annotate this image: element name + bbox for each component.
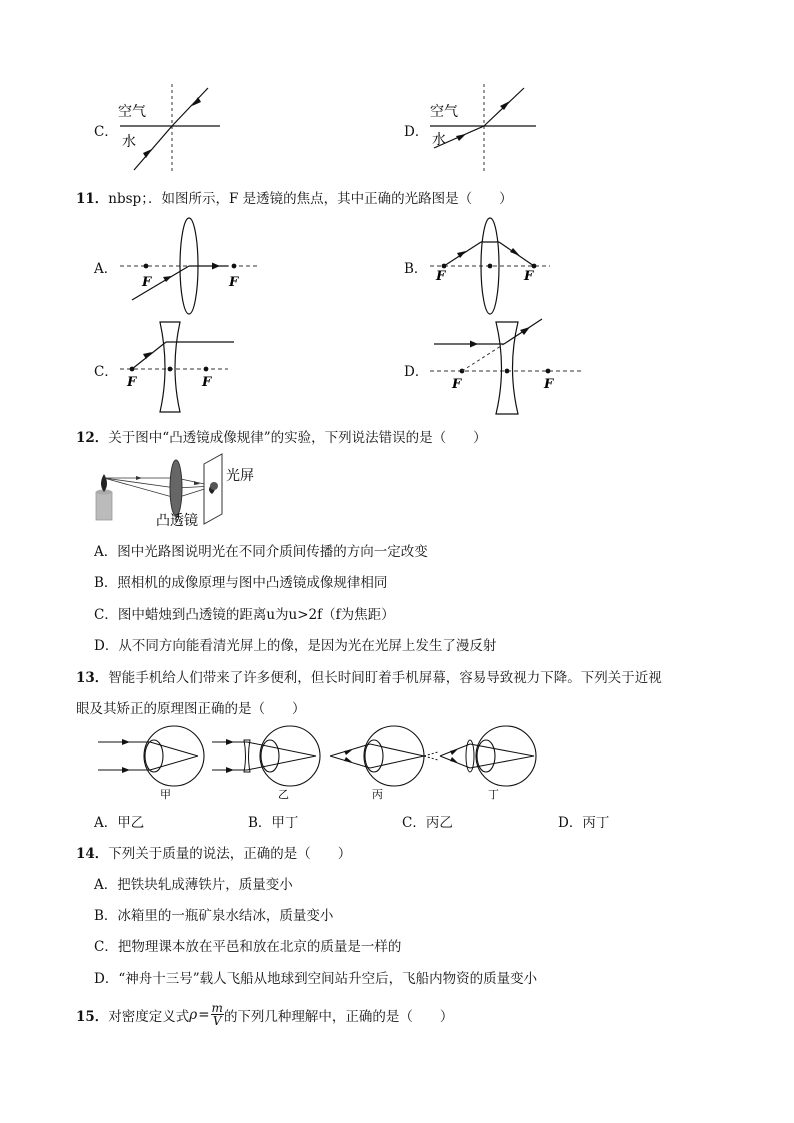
q11-c-focus-left: F [127, 375, 137, 390]
q11-a-focus-left: F [142, 275, 152, 290]
q11-option-c-diagram [116, 320, 246, 416]
q12-stem [76, 426, 487, 446]
q14-option-d: D．“神舟十三号”载人飞船从地球到空间站升空后，飞船内物资的质量变小 [94, 971, 538, 987]
q12-option-c: C．图中蜡烛到凸透镜的距离u为u>2f（f为焦距） [94, 607, 395, 623]
q12-option-b: B．照相机的成像原理与图中凸透镜成像规律相同 [94, 575, 388, 591]
q12-number: 12． [76, 430, 109, 446]
q10-option-d-diagram [424, 82, 540, 174]
q11-option-b-diagram [426, 214, 556, 318]
q11-option-a-diagram [116, 214, 262, 318]
q12-text: 关于图中“凸透镜成像规律”的实验，下列说法错误的是（ ） [108, 430, 487, 446]
q13-eye-diagrams [94, 722, 544, 808]
q14-text: 下列关于质量的说法，正确的是（ ） [108, 846, 352, 862]
q11-b-focus-right: F [524, 269, 534, 284]
q13-stem-line1 [76, 666, 662, 686]
q10-c-air-label: 空气 [118, 104, 146, 120]
q13-label-ding: 丁 [488, 788, 499, 801]
q11-d-focus-right: F [544, 377, 554, 392]
q11-b-focus-left: F [436, 269, 446, 284]
q13-eye-jia [98, 726, 204, 801]
q15-stem [76, 1002, 453, 1027]
q13-option-b: B．甲丁 [248, 815, 299, 831]
q15-formula-fraction [211, 1002, 224, 1027]
q11-a-focus-right: F [229, 275, 239, 290]
q11-option-c-label: C． [94, 364, 118, 380]
q11-option-b-label: B． [404, 261, 428, 277]
q15-text-post: 的下列几种理解中，正确的是（ ） [223, 1008, 454, 1025]
q10-option-d-label: D． [404, 124, 429, 140]
q13-stem-line2: 眼及其矫正的原理图正确的是（ ） [76, 701, 306, 717]
q12-option-d: D．从不同方向能看清光屏上的像，是因为光在光屏上发生了漫反射 [94, 638, 497, 654]
q10-d-water-label: 水 [432, 132, 446, 148]
q13-label-jia: 甲 [160, 788, 171, 801]
q11-c-focus-right: F [202, 375, 212, 390]
q14-option-c: C．把物理课本放在平邑和放在北京的质量是一样的 [94, 939, 402, 955]
q12-lens-label: 凸透镜 [156, 513, 198, 529]
q11-number: 11． [76, 191, 109, 207]
q14-stem [76, 842, 351, 862]
q13-number: 13． [76, 670, 109, 686]
q11-d-focus-left: F [452, 377, 462, 392]
q13-label-bing: 丙 [372, 788, 383, 801]
q15-number: 15． [76, 1008, 109, 1025]
q13-label-yi: 乙 [278, 788, 289, 801]
q11-text: nbsp；．如图所示，F 是透镜的焦点，其中正确的光路图是（ ） [108, 191, 513, 207]
q15-text-pre: 对密度定义式 [108, 1008, 190, 1025]
q15-formula-denominator: V [212, 1014, 222, 1028]
q14-number: 14． [76, 846, 109, 862]
q11-option-d-label: D． [404, 364, 429, 380]
q12-lens-experiment-diagram [90, 452, 266, 530]
q13-eye-bing [330, 726, 438, 801]
q12-option-a: A．图中光路图说明光在不同介质间传播的方向一定改变 [94, 544, 428, 560]
q10-c-water-label: 水 [122, 134, 136, 150]
q11-option-a-label: A． [94, 261, 118, 277]
q13-eye-yi [212, 726, 320, 801]
q10-option-c-diagram [112, 82, 222, 174]
q14-option-a: A．把铁块轧成薄铁片，质量变小 [94, 877, 293, 893]
q10-option-c-label: C． [94, 124, 118, 140]
q13-option-a: A．甲乙 [94, 815, 145, 831]
q13-text-line1: 智能手机给人们带来了许多便利，但长时间盯着手机屏幕，容易导致视力下降。下列关于近视 [108, 670, 662, 686]
q11-stem [76, 187, 513, 207]
q15-formula-rho: ρ [189, 1006, 198, 1023]
q13-option-c: C．丙乙 [402, 815, 453, 831]
q11-option-d-diagram [426, 316, 588, 416]
q13-eye-ding [440, 726, 536, 801]
q14-option-b: B．冰箱里的一瓶矿泉水结冰，质量变小 [94, 908, 334, 924]
q12-screen-label: 光屏 [226, 468, 254, 484]
q15-formula-eq: = [198, 1006, 210, 1023]
q10-d-air-label: 空气 [430, 104, 458, 120]
q15-formula-numerator: m [211, 1001, 223, 1015]
q13-option-d: D．丙丁 [558, 815, 610, 831]
